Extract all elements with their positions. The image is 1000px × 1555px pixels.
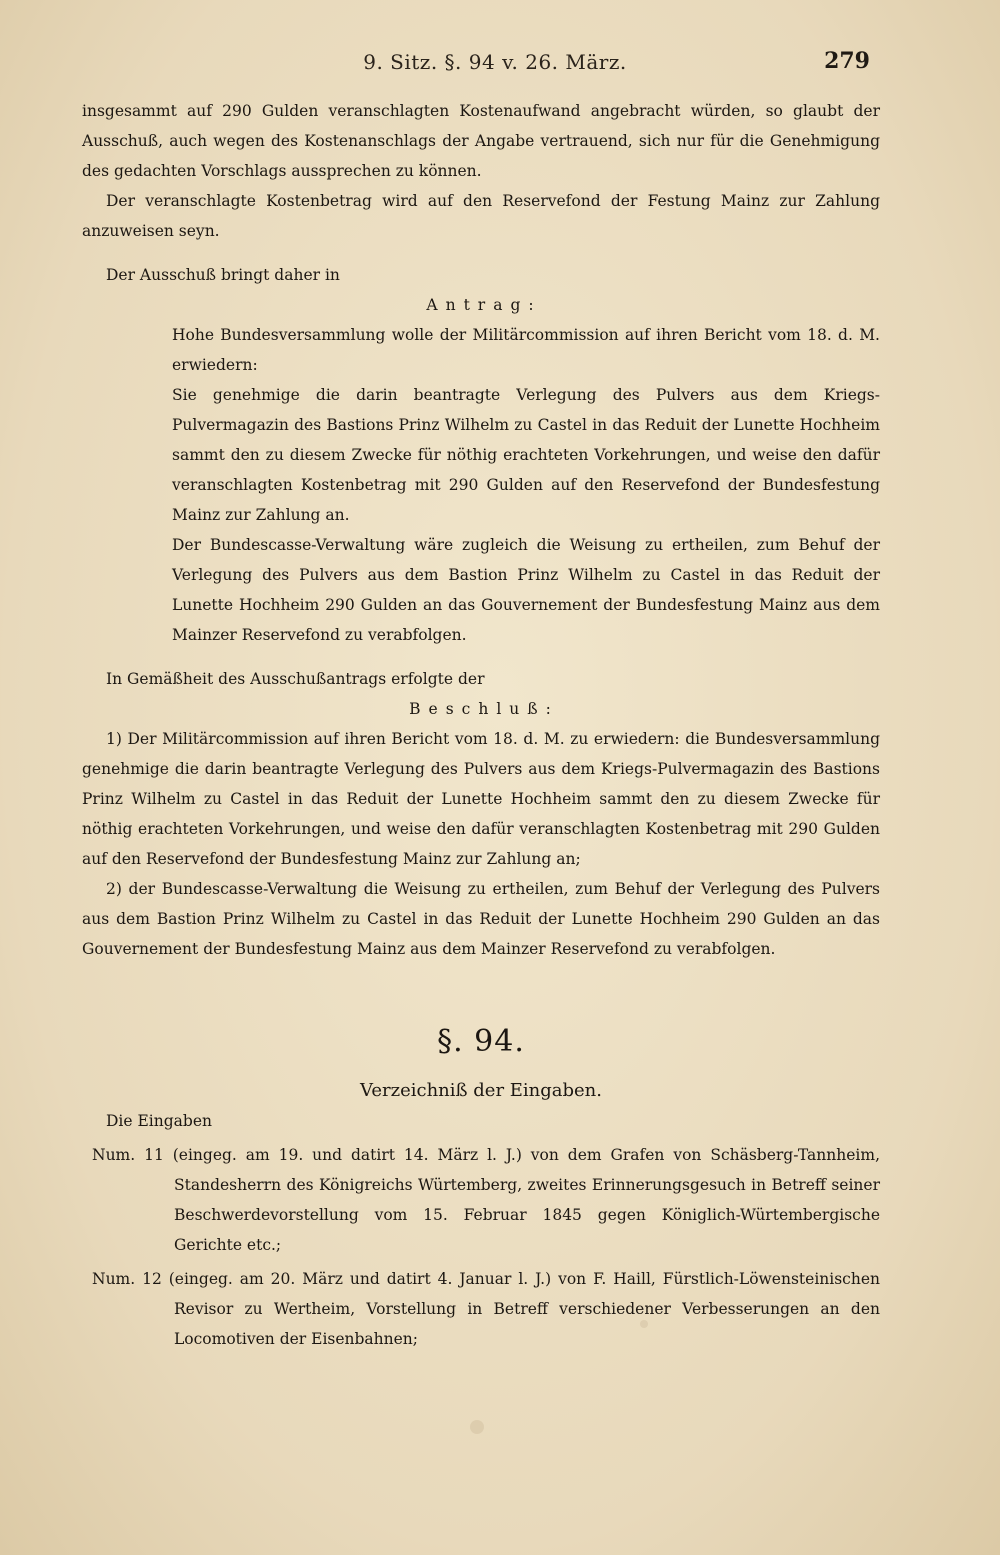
list-item: Num. 11 (eingeg. am 19. und datirt 14. März l. J.) von dem Grafen von Schäsberg-Tannheim, Standesherrn des Königreichs Würtemberg, zweites Erinnerungsgesuch in Betreff seiner Beschwerdevorstellung vom 15. Februar 1845 gegen Königlich-Würtembergische Gerichte etc.; (92, 1146, 880, 1254)
section-intro: Die Eingaben (106, 1112, 212, 1130)
beschluss-item: 2) der Bundescasse-Verwaltung die Weisung zu ertheilen, zum Behuf der Verlegung des Pulvers aus dem Bastion Prinz Wilhelm zu Castel in das Reduit der Lunette Hochheim 290 Gulden an das Gouvernement der Bundesfestung Mainz aus dem Mainzer Reservefond zu verabfolgen. (82, 880, 880, 958)
paragraph: Der Ausschuß bringt daher in (106, 266, 340, 284)
beschluss-item: 1) Der Militärcommission auf ihren Bericht vom 18. d. M. zu erwiedern: die Bundesversammlung genehmige die darin beantragte Verlegung des Pulvers aus dem Kriegs-Pulvermagazin des Bastions Prinz Wilhelm zu Castel in das Reduit der Lunette Hochheim sammt den zu diesem Zwecke für nöthig erachteten Vorkehrungen, und weise den dafür veranschlagten Kostenbetrag mit 290 Gulden auf den Reservefond der Bundesfestung Mainz zur Zahlung an; (82, 730, 880, 868)
spacer (82, 650, 880, 664)
antrag-block (82, 320, 880, 650)
paragraph: Der veranschlagte Kostenbetrag wird auf den Reservefond der Festung Mainz zur Zahlung anzuweisen seyn. (82, 192, 880, 240)
antrag-heading: Antrag: (426, 296, 542, 314)
antrag-paragraph: Hohe Bundesversammlung wolle der Militärcommission auf ihren Bericht vom 18. d. M. erwiedern: (172, 326, 880, 374)
page-content (82, 96, 880, 1354)
beschluss-heading: Beschluß: (409, 700, 559, 718)
page-number: 279 (824, 48, 870, 74)
paragraph: In Gemäßheit des Ausschußantrags erfolgte der (106, 670, 485, 688)
antrag-paragraph: Der Bundescasse-Verwaltung wäre zugleich die Weisung zu ertheilen, zum Behuf der Verlegung des Pulvers aus dem Bastion Prinz Wilhelm zu Castel in das Reduit der Lunette Hochheim 290 Gulden an das Gouvernement der Bundesfestung Mainz aus dem Mainzer Reservefond zu verabfolgen. (172, 536, 880, 644)
section-title: Verzeichniß der Eingaben. (360, 1080, 602, 1101)
paper-stain (470, 1420, 484, 1434)
running-head: 9. Sitz. §. 94 v. 26. März. (363, 50, 627, 74)
list-item: Num. 12 (eingeg. am 20. März und datirt 4. Januar l. J.) von F. Haill, Fürstlich-Löwensteinischen Revisor zu Wertheim, Vorstellung in Betreff verschiedener Verbesserungen an den Locomotiven der Eisenbahnen; (92, 1270, 880, 1348)
page-header (110, 44, 880, 84)
spacer (82, 246, 880, 260)
paragraph: insgesammt auf 290 Gulden veranschlagten Kostenaufwand angebracht würden, so glaubt der Ausschuß, auch wegen des Kostenanschlags der Angabe vertrauend, sich nur für die Genehmigung des gedachten Vorschlags aussprechen zu können. (82, 102, 880, 180)
antrag-paragraph: Sie genehmige die darin beantragte Verlegung des Pulvers aus dem Kriegs-Pulvermagazin des Bastions Prinz Wilhelm zu Castel in das Reduit der Lunette Hochheim sammt den zu diesem Zwecke für nöthig erachteten Vorkehrungen, und weise den dafür veranschlagten Kostenbetrag mit 290 Gulden auf den Reservefond der Bundesfestung Mainz zur Zahlung an. (172, 386, 880, 524)
section-mark: §. 94. (437, 1024, 525, 1059)
